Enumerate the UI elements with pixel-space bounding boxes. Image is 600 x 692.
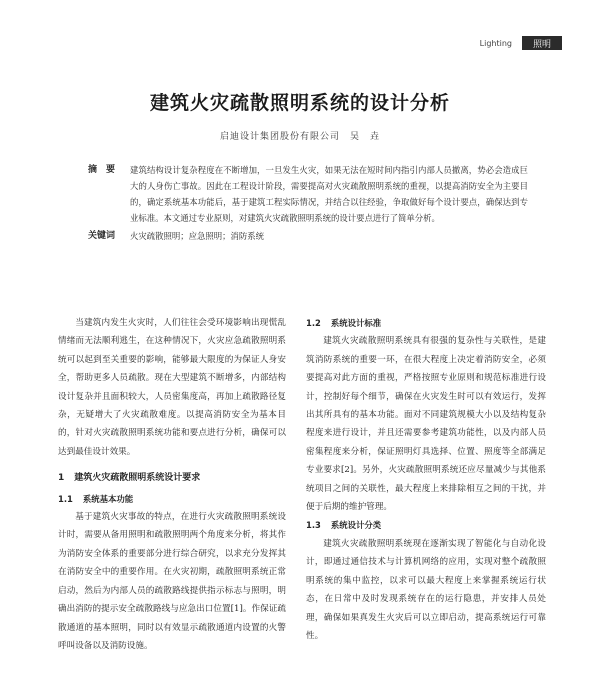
intro-paragraph: 当建筑内发生火灾时，人们往往会受环境影响出现慌乱情绪而无法顺利逃生，在这种情况下，火灾应急疏散照明系统可以起到至关重要的影响，能够最大限度的为保证人身安全，帮助更多人员疏散。现在大型建筑不断增多，内部结构设计复杂并且面积较大，人员密集度高，再加上疏散路径复杂，无疑增大了火灾疏散难度。以提高消防安全为基本目的，针对火灾疏散照明系统功能和要点进行分析，确保可以达到最佳设计效果。: [58, 318, 286, 457]
author-line: 启迪设计集团股份有限公司 吴 垚: [219, 132, 380, 142]
subsection-1-3-number: 1.3: [306, 520, 321, 531]
section-1-title: 建筑火灾疏散照明系统设计要求: [74, 473, 201, 484]
subsection-1-2-title: 系统设计标准: [330, 318, 382, 328]
subsection-1-2-heading: [306, 314, 546, 332]
section-1-number: 1: [58, 473, 65, 484]
subsection-1-2-number: 1.2: [306, 318, 321, 328]
subsection-1-1-title: 系统基本功能: [82, 493, 134, 504]
running-head: [480, 36, 562, 50]
subsection-1-1-paragraph: 基于建筑火灾事故的特点，在进行火灾疏散照明系统设计时，需要从备用照明和疏散照明两个角度来分析，将其作为消防安全体系的重要部分进行综合研究，以求充分发挥其在消防安全中的重要作用。在火灾初期，疏散照明系统正常启动，然后为内部人员的疏散路线提供指示标志与照明，明确出消防的提示安全疏散路线与应急出口位置[1]。作保证疏散通道的基本照明，同时以有效显示疏散通道内设置的火警呼叫设备以及消防设施。: [58, 512, 286, 651]
subsection-1-1-number: 1.1: [58, 493, 73, 504]
paper-title: 建筑火灾疏散照明系统的设计分析: [149, 92, 450, 114]
keywords-row: [88, 228, 528, 244]
subsection-1-3-paragraph: 建筑火灾疏散照明系统现在逐渐实现了智能化与自动化设计，即通过通信技术与计算机网络的应用，实现对整个疏散照明系统的集中监控，以求可以最大程度上来掌握系统运行状态，在日常中及时发现系统存在的运行隐患，并安排人员处理，确保如果真发生火灾后可以立即启动，提高系统运行可靠性。: [306, 538, 546, 641]
left-column: [58, 314, 286, 655]
running-head-label: Lighting: [479, 38, 512, 48]
right-column: [306, 314, 546, 645]
abstract-text: 建筑结构设计复杂程度在不断增加，一旦发生火灾，如果无法在短时间内指引内部人员撤离，势必会造成巨大的人身伤亡事故。因此在工程设计阶段，需要提高对火灾疏散照明系统的重视，以提高消防安全为主要目的，确定系统基本功能后，基于建筑工程实际情况，并结合以往经验，争取做好每个设计要点，确保达到专业标准。本文通过专业原则，对建筑火灾疏散照明系统的设计要点进行了简单分析。: [130, 165, 528, 223]
subsection-1-2-paragraph: 建筑火灾疏散照明系统具有很强的复杂性与关联性，是建筑消防系统的重要一环，在很大程度上决定着消防安全，必须要提高对此方面的重视，严格按照专业原则和规范标准进行设计，控制好每个细节，确保在火灾发生时可以有效运行，发挥出其所具有的基本功能。面对不同建筑规模大小以及结构复杂程度来进行设计，并且还需要参考建筑功能性，以及内部人员密集程度来分析，保证照明灯具选择、位置、照度等全部满足专业要求[2]。另外，火灾疏散照明系统还应尽量减少与其他系统项目之间的关联性，最大程度上来排除相互之间的干扰，并便于后期的维护管理。: [306, 336, 546, 513]
subsection-1-3-title: 系统设计分类: [330, 520, 382, 531]
section-1-heading: [58, 469, 286, 487]
abstract-block: [88, 162, 528, 244]
subsection-1-3-heading: [306, 516, 546, 534]
keywords-text: 火灾疏散照明；应急照明；消防系统: [130, 231, 264, 241]
abstract-row: [88, 162, 528, 226]
subsection-1-1-heading: [58, 490, 286, 508]
running-head-mark: 照明: [522, 36, 562, 50]
keywords-label: 关键词: [88, 231, 116, 241]
abstract-label: 摘 要: [88, 165, 116, 175]
